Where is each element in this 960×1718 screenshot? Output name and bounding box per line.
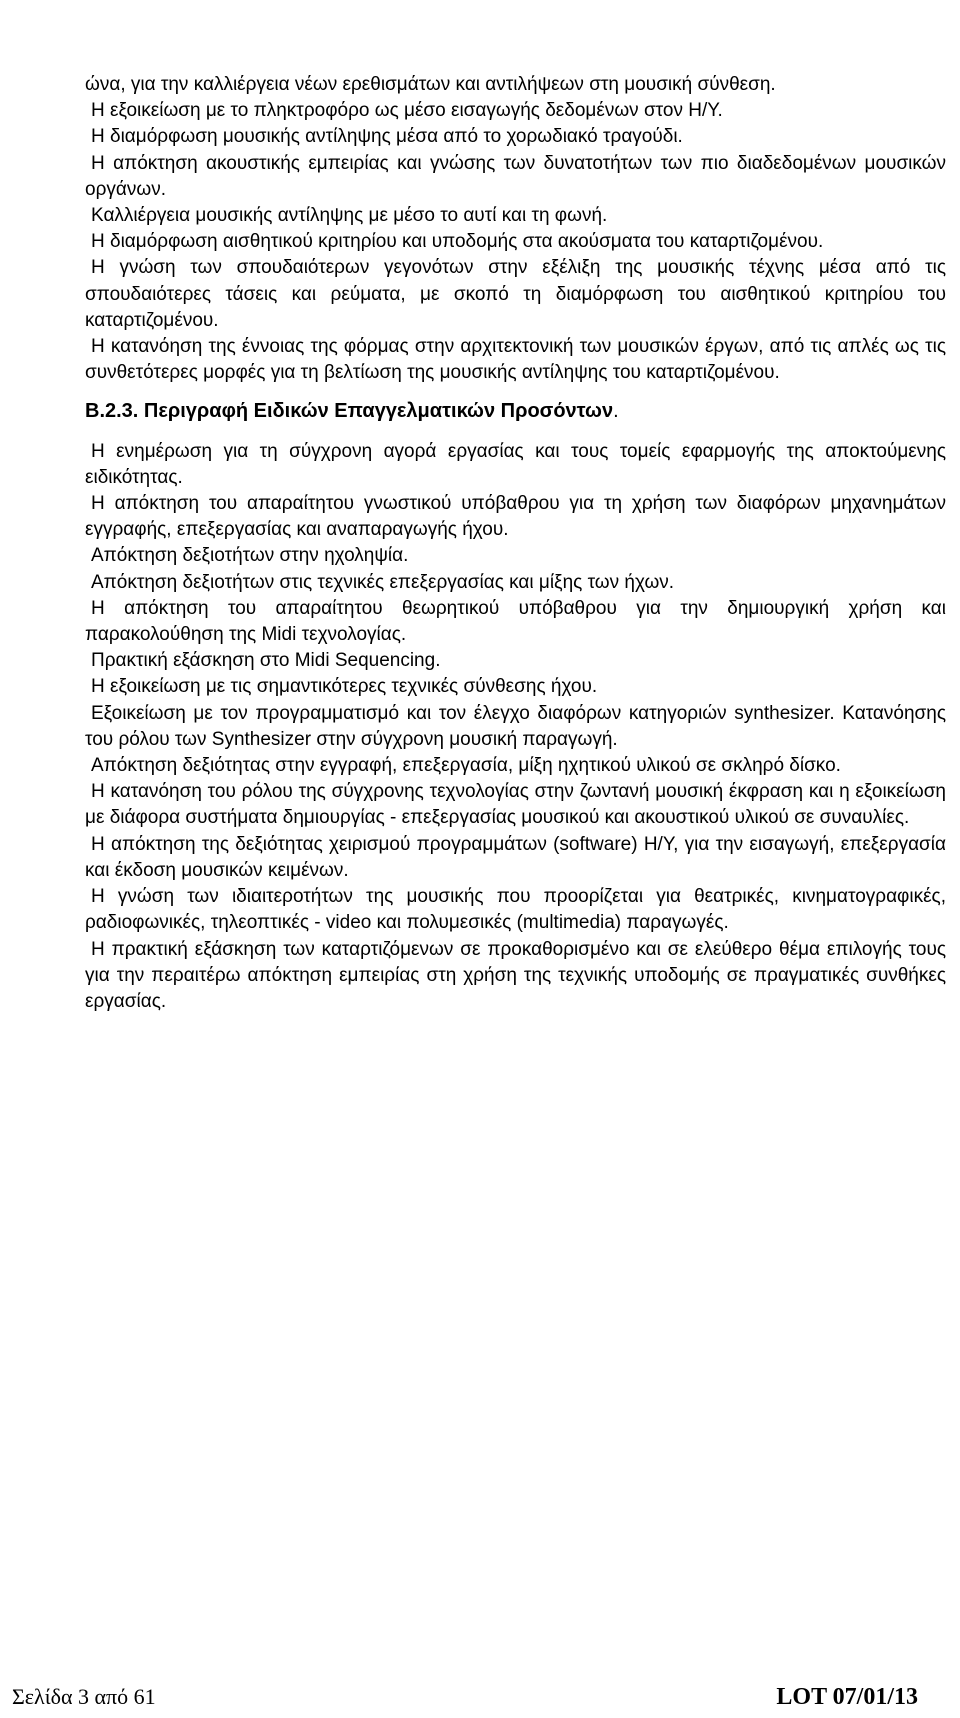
paragraph: Η εξοικείωση με το πληκτροφόρο ως μέσο εισαγωγής δεδομένων στον Η/Υ. [91,100,723,122]
header-guide-title: ΟΔΗΓΟΣ ΚΑΤΑΡΤΙΣΗΣ ΕΙΔΙΚΟΤΗΤΑΣ [94,0,521,25]
paragraph: Η απόκτηση του απαραίτητου γνωστικού υπόβαθρου για τη χρήση των διαφόρων μηχανημάτων εγγραφής, επεξεργασίας και αναπαραγωγής ήχου. [85,493,946,541]
document-code: LOT 07/01/13 [776,1684,918,1710]
paragraph: Η ενημέρωση για τη σύγχρονη αγορά εργασίας και τους τομείς εφαρμογής της αποκτούμενης ειδικότητας. [85,440,946,488]
paragraph: Η γνώση των ιδιαιτεροτήτων της μουσικής που προορίζεται για θεατρικές, κινηματογραφικές, ραδιοφωνικές, τηλεοπτικές - video και πολυμεσικές (multimedia) παραγωγές. [85,886,946,934]
paragraph: Η κατανόηση του ρόλου της σύγχρονης τεχνολογίας στην ζωντανή μουσική έκφραση και η εξοικείωση με διάφορα συστήματα δημιουργίας - επεξεργασίας μουσικού και ακουστικού υλικού σε συναυλίες. [85,781,946,829]
paragraph: Η απόκτηση της δεξιότητας χειρισμού προγραμμάτων (software) Η/Υ, για την εισαγωγή, επεξεργασία και έκδοση μουσικών κειμένων. [85,833,946,881]
page-number: Σελίδα 3 από 61 [12,1684,156,1709]
paragraph: Η διαμόρφωση μουσικής αντίληψης μέσα από το χορωδιακό τραγούδι. [91,126,683,148]
paragraph: Καλλιέργεια μουσικής αντίληψης με μέσο το αυτί και τη φωνή. [91,205,608,227]
paragraph: Η κατανόηση της έννοιας της φόρμας στην αρχιτεκτονική των μουσικών έργων, από τις απλές ως τις συνθετότερες μορφές για τη βελτίωση της μουσικής αντίληψης του καταρτιζομένου. [85,336,946,384]
section-heading-text: Β.2.3. Περιγραφή Ειδικών Επαγγελματικών Προσόντων [85,400,614,423]
section-heading [85,398,946,424]
paragraph: Η απόκτηση του απαραίτητου θεωρητικού υπόβαθρου για την δημιουργική χρήση και παρακολούθηση της Midi τεχνολογίας. [85,597,946,646]
paragraph: Η απόκτηση ακουστικής εμπειρίας και γνώσης των δυνατοτήτων των πιο διαδεδομένων μουσικών οργάνων. [85,152,946,200]
paragraph: Η γνώση των σπουδαιότερων γεγονότων στην εξέλιξη της μουσικής τέχνης μέσα από τις σπουδαιότερες τάσεις και ρεύματα, με σκοπό τη διαμόρφωση του αισθητικού κριτηρίου του καταρτιζομένου. [85,257,946,331]
paragraph: ώνα, για την καλλιέργεια νέων ερεθισμάτων και αντιλήψεων στη μουσική σύνθεση. [85,74,776,95]
paragraph: Η εξοικείωση με τις σημαντικότερες τεχνικές σύνθεσης ήχου. [91,676,598,698]
paragraph: Η διαμόρφωση αισθητικού κριτηρίου και υποδομής στα ακούσματα του καταρτιζομένου. [91,231,824,253]
paragraph: Η πρακτική εξάσκηση των καταρτιζόμενων σε προκαθορισμένο και σε ελεύθερο θέμα επιλογής τους για την περαιτέρω απόκτηση εμπειρίας στη χρήση της τεχνικής υποδομής σε πραγματικές συνθήκες εργασίας. [85,938,946,1012]
paragraph: Απόκτηση δεξιότητας στην εγγραφή, επεξεργασία, μίξη ηχητικού υλικού σε σκληρό δίσκο. [91,755,841,777]
paragraph: Απόκτηση δεξιοτήτων στην ηχοληψία. [91,545,409,567]
page-header [0,0,960,26]
header-specialty-title: ΜΟΥΣΙΚΗ ΜΕ ΤΕΧΝΟΛΟΓΙΑ [542,0,866,25]
section-heading-period: . [613,400,619,423]
paragraph: Απόκτηση δεξιοτήτων στις τεχνικές επεξεργασίας και μίξης των ήχων. [91,571,675,593]
paragraph: Εξοικείωση με τον προγραμματισμό και τον έλεγχο διαφόρων κατηγοριών synthesizer. Κατανόησης του ρόλου των Synthesizer στην σύγχρονη μουσική παραγωγή. [85,702,946,750]
page-footer [0,1684,960,1714]
paragraph: Πρακτική εξάσκηση στο Midi Sequencing. [91,650,441,672]
document-body [85,72,946,1015]
